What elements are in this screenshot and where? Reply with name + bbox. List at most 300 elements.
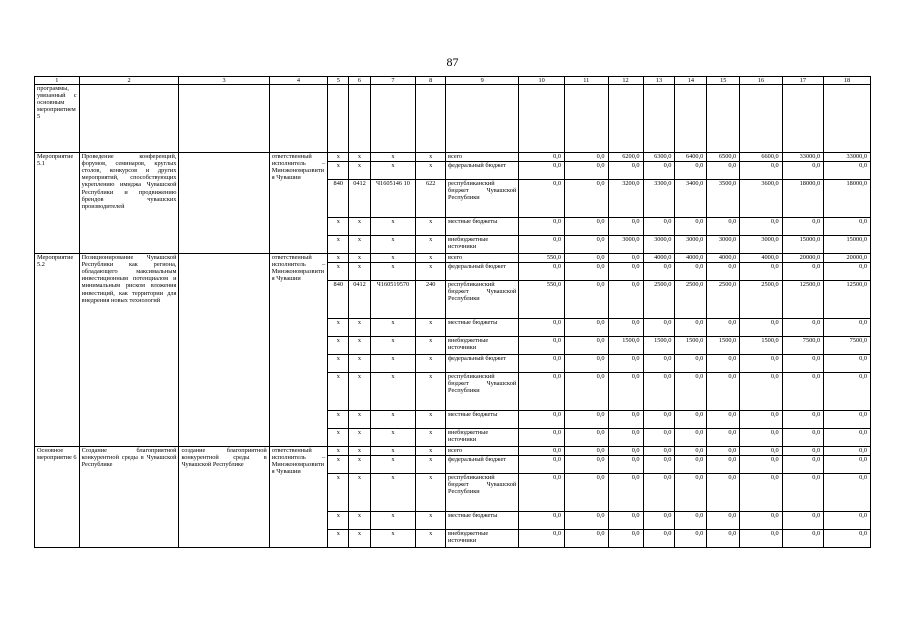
amount-cell: 1500,0: [643, 337, 675, 355]
amount-cell: 0,0: [782, 429, 823, 447]
amount-cell: 7500,0: [824, 337, 871, 355]
grbs-code: x: [328, 319, 349, 337]
column-number: 17: [782, 77, 823, 85]
amount-cell: 2500,0: [643, 281, 675, 319]
amount-cell: 0,0: [608, 319, 643, 337]
target-article-code: x: [370, 319, 416, 337]
amount-cell: 0,0: [782, 456, 823, 474]
column-number: 6: [349, 77, 370, 85]
expense-type-code: x: [416, 429, 446, 447]
expense-type-code: x: [416, 236, 446, 254]
amount-cell: 3200,0: [608, 180, 643, 218]
column-number: 14: [675, 77, 707, 85]
funding-source: всего: [446, 153, 519, 162]
activity-name: Основное мероприятие 6: [35, 447, 80, 548]
amount-cell: 0,0: [564, 319, 608, 337]
amount-cell: 0,0: [675, 355, 707, 373]
amount-cell: 0,0: [519, 319, 565, 337]
target-article-code: x: [370, 263, 416, 281]
amount-cell: 0,0: [675, 512, 707, 530]
amount-cell: 0,0: [564, 263, 608, 281]
amount-cell: 0,0: [608, 218, 643, 236]
amount-cell: 0,0: [519, 447, 565, 456]
amount-cell: 0,0: [707, 355, 740, 373]
amount-cell: 0,0: [564, 373, 608, 411]
page-number: 87: [446, 55, 459, 69]
column-number: 9: [446, 77, 519, 85]
amount-cell: 0,0: [564, 162, 608, 180]
grbs-code: x: [328, 512, 349, 530]
amount-cell: 2500,0: [675, 281, 707, 319]
goal-description: создание благоприятной конкурентной среды в Чувашской Республике: [179, 447, 269, 548]
section-code: 0412: [349, 180, 370, 218]
amount-cell: 0,0: [643, 411, 675, 429]
amount-cell: 0,0: [675, 474, 707, 512]
target-article-code: x: [370, 512, 416, 530]
amount-cell: 20000,0: [824, 254, 871, 263]
amount-cell: 0,0: [782, 512, 823, 530]
amount-cell: 33000,0: [824, 153, 871, 162]
amount-cell: 0,0: [643, 530, 675, 548]
grbs-code: x: [328, 530, 349, 548]
amount-cell: 0,0: [675, 373, 707, 411]
target-article-code: x: [370, 236, 416, 254]
amount-cell: 0,0: [824, 355, 871, 373]
amount-cell: 0,0: [707, 530, 740, 548]
target-article-code: x: [370, 254, 416, 263]
amount-cell: 0,0: [824, 474, 871, 512]
amount-cell: 0,0: [608, 281, 643, 319]
amount-cell: 0,0: [824, 373, 871, 411]
amount-cell: 20000,0: [782, 254, 823, 263]
amount-cell: 0,0: [740, 429, 782, 447]
amount-cell: 0,0: [740, 162, 782, 180]
amount-cell: 0,0: [782, 447, 823, 456]
amount-cell: 0,0: [740, 373, 782, 411]
amount-cell: 33000,0: [782, 153, 823, 162]
grbs-code: 840: [328, 180, 349, 218]
amount-cell: 0,0: [643, 474, 675, 512]
section-code: x: [349, 236, 370, 254]
continuation-name: программы, увязанный с основным мероприятием 5: [35, 85, 80, 153]
amount-cell: 0,0: [740, 530, 782, 548]
amount-cell: 0,0: [564, 236, 608, 254]
amount-cell: 0,0: [643, 355, 675, 373]
amount-cell: 0,0: [608, 263, 643, 281]
amount-cell: 0,0: [782, 373, 823, 411]
section-code: x: [349, 373, 370, 411]
funding-source: внебюджетные источники: [446, 530, 519, 548]
amount-cell: 0,0: [519, 162, 565, 180]
expense-type-code: 240: [416, 281, 446, 319]
funding-source: местные бюджеты: [446, 411, 519, 429]
section-code: x: [349, 162, 370, 180]
amount-cell: 0,0: [643, 263, 675, 281]
goal-description: [179, 254, 269, 447]
expense-type-code: x: [416, 319, 446, 337]
funding-source: федеральный бюджет: [446, 456, 519, 474]
amount-cell: 6600,0: [740, 153, 782, 162]
amount-cell: 0,0: [643, 218, 675, 236]
amount-cell: 0,0: [608, 474, 643, 512]
grbs-code: x: [328, 236, 349, 254]
amount-cell: 0,0: [782, 218, 823, 236]
amount-cell: 0,0: [675, 319, 707, 337]
amount-cell: 0,0: [824, 319, 871, 337]
amount-cell: 0,0: [707, 411, 740, 429]
expense-type-code: x: [416, 512, 446, 530]
activity-name: Мероприятие 5.1: [35, 153, 80, 254]
amount-cell: 0,0: [564, 355, 608, 373]
column-number: 16: [740, 77, 782, 85]
expense-type-code: x: [416, 373, 446, 411]
amount-cell: 0,0: [608, 411, 643, 429]
funding-source: республиканский бюджет Чувашской Республики: [446, 474, 519, 512]
amount-cell: 3300,0: [643, 180, 675, 218]
amount-cell: 0,0: [608, 530, 643, 548]
amount-cell: 0,0: [519, 530, 565, 548]
target-article-code: x: [370, 456, 416, 474]
responsible-executor: ответственный исполнитель – Минэкономразвития Чувашии: [269, 447, 327, 548]
amount-cell: 0,0: [707, 319, 740, 337]
target-article-code: x: [370, 530, 416, 548]
amount-cell: 0,0: [824, 263, 871, 281]
amount-cell: 0,0: [564, 474, 608, 512]
expense-type-code: x: [416, 411, 446, 429]
activity-description: Создание благоприятной конкурентной среды в Чувашской Республике: [79, 447, 179, 548]
amount-cell: 0,0: [519, 263, 565, 281]
target-article-code: x: [370, 474, 416, 512]
amount-cell: 0,0: [643, 162, 675, 180]
funding-source: республиканский бюджет Чувашской Республики: [446, 281, 519, 319]
section-code: x: [349, 447, 370, 456]
section-code: x: [349, 512, 370, 530]
amount-cell: 0,0: [564, 254, 608, 263]
amount-cell: 0,0: [519, 218, 565, 236]
funding-source: местные бюджеты: [446, 218, 519, 236]
expense-type-code: x: [416, 153, 446, 162]
amount-cell: 0,0: [824, 447, 871, 456]
amount-cell: 0,0: [608, 429, 643, 447]
target-article-code: x: [370, 153, 416, 162]
amount-cell: 0,0: [608, 373, 643, 411]
funding-source: всего: [446, 447, 519, 456]
target-article-code: x: [370, 355, 416, 373]
amount-cell: 0,0: [608, 456, 643, 474]
amount-cell: 3500,0: [707, 180, 740, 218]
amount-cell: 12500,0: [782, 281, 823, 319]
amount-cell: 0,0: [564, 218, 608, 236]
amount-cell: 0,0: [707, 218, 740, 236]
amount-cell: 7500,0: [782, 337, 823, 355]
amount-cell: 0,0: [707, 373, 740, 411]
amount-cell: 3000,0: [643, 236, 675, 254]
amount-cell: 1500,0: [707, 337, 740, 355]
activity-name: Мероприятие 5.2: [35, 254, 80, 447]
expense-type-code: x: [416, 474, 446, 512]
amount-cell: 0,0: [608, 254, 643, 263]
amount-cell: 0,0: [564, 281, 608, 319]
grbs-code: x: [328, 447, 349, 456]
amount-cell: 2500,0: [707, 281, 740, 319]
activity-description: Позиционирование Чувашской Республики как региона, обладающего максимальным инвестиционным потенциалом и минимальным риском вложения инвестиций, как территории для внедрения новых технологий: [79, 254, 179, 447]
grbs-code: x: [328, 355, 349, 373]
amount-cell: 0,0: [740, 512, 782, 530]
amount-cell: 550,0: [519, 281, 565, 319]
amount-cell: 0,0: [519, 373, 565, 411]
amount-cell: 0,0: [564, 530, 608, 548]
amount-cell: 0,0: [643, 447, 675, 456]
amount-cell: 0,0: [675, 429, 707, 447]
amount-cell: 0,0: [824, 456, 871, 474]
funding-source: внебюджетные источники: [446, 337, 519, 355]
amount-cell: 6400,0: [675, 153, 707, 162]
column-number: 13: [643, 77, 675, 85]
section-code: x: [349, 429, 370, 447]
amount-cell: 0,0: [608, 447, 643, 456]
table-row: [35, 254, 871, 263]
amount-cell: 4000,0: [740, 254, 782, 263]
section-code: x: [349, 411, 370, 429]
amount-cell: 0,0: [519, 429, 565, 447]
target-article-code: x: [370, 337, 416, 355]
funding-source: внебюджетные источники: [446, 429, 519, 447]
section-code: x: [349, 263, 370, 281]
table-body: [35, 77, 871, 548]
target-article-code: x: [370, 218, 416, 236]
continuation-row: [35, 85, 871, 153]
amount-cell: 3000,0: [707, 236, 740, 254]
column-number: 10: [519, 77, 565, 85]
amount-cell: 0,0: [740, 456, 782, 474]
amount-cell: 0,0: [675, 411, 707, 429]
amount-cell: 0,0: [824, 162, 871, 180]
amount-cell: 0,0: [782, 474, 823, 512]
amount-cell: 0,0: [707, 474, 740, 512]
funding-source: федеральный бюджет: [446, 263, 519, 281]
grbs-code: 840: [328, 281, 349, 319]
amount-cell: 0,0: [564, 512, 608, 530]
grbs-code: x: [328, 153, 349, 162]
expense-type-code: x: [416, 263, 446, 281]
amount-cell: 0,0: [519, 411, 565, 429]
target-article-code: x: [370, 447, 416, 456]
section-code: x: [349, 530, 370, 548]
grbs-code: x: [328, 429, 349, 447]
amount-cell: 3000,0: [608, 236, 643, 254]
funding-source: федеральный бюджет: [446, 162, 519, 180]
section-code: x: [349, 474, 370, 512]
grbs-code: x: [328, 263, 349, 281]
amount-cell: 0,0: [608, 355, 643, 373]
amount-cell: 0,0: [740, 218, 782, 236]
budget-table: [34, 76, 871, 548]
table-row: [35, 447, 871, 456]
amount-cell: 6300,0: [643, 153, 675, 162]
goal-description: [179, 153, 269, 254]
expense-type-code: x: [416, 162, 446, 180]
responsible-executor: ответственный исполнитель – Минэкономразвития Чувашии: [269, 254, 327, 447]
amount-cell: 3600,0: [740, 180, 782, 218]
section-code: x: [349, 456, 370, 474]
activity-description: Проведение конференций, форумов, семинаров, круглых столов, конкурсов и других мероприятий, способствующих укреплению имиджа Чувашской Республики и продвижению брендов чувашских производителей: [79, 153, 179, 254]
amount-cell: 0,0: [782, 162, 823, 180]
expense-type-code: x: [416, 218, 446, 236]
amount-cell: 4000,0: [643, 254, 675, 263]
amount-cell: 0,0: [740, 263, 782, 281]
amount-cell: 0,0: [519, 337, 565, 355]
amount-cell: 0,0: [519, 512, 565, 530]
amount-cell: 0,0: [519, 180, 565, 218]
funding-source: местные бюджеты: [446, 512, 519, 530]
amount-cell: 0,0: [824, 411, 871, 429]
grbs-code: x: [328, 373, 349, 411]
amount-cell: 0,0: [782, 355, 823, 373]
target-article-code: x: [370, 373, 416, 411]
amount-cell: 0,0: [740, 319, 782, 337]
grbs-code: x: [328, 456, 349, 474]
column-number: 3: [179, 77, 269, 85]
funding-source: всего: [446, 254, 519, 263]
amount-cell: 0,0: [824, 429, 871, 447]
amount-cell: 1500,0: [608, 337, 643, 355]
amount-cell: 0,0: [782, 530, 823, 548]
expense-type-code: x: [416, 355, 446, 373]
amount-cell: 0,0: [564, 337, 608, 355]
amount-cell: 0,0: [740, 474, 782, 512]
amount-cell: 12500,0: [824, 281, 871, 319]
grbs-code: x: [328, 162, 349, 180]
amount-cell: 0,0: [519, 355, 565, 373]
amount-cell: 0,0: [740, 447, 782, 456]
target-article-code: Ч160519570: [370, 281, 416, 319]
column-number: 5: [328, 77, 349, 85]
column-number: 8: [416, 77, 446, 85]
amount-cell: 0,0: [782, 411, 823, 429]
amount-cell: 0,0: [782, 263, 823, 281]
expense-type-code: x: [416, 456, 446, 474]
amount-cell: 2500,0: [740, 281, 782, 319]
amount-cell: 15000,0: [824, 236, 871, 254]
amount-cell: 0,0: [519, 474, 565, 512]
responsible-executor: ответственный исполнитель – Минэкономразвития Чувашии: [269, 153, 327, 254]
amount-cell: 0,0: [519, 456, 565, 474]
amount-cell: 0,0: [824, 512, 871, 530]
amount-cell: 0,0: [707, 512, 740, 530]
amount-cell: 0,0: [707, 456, 740, 474]
funding-source: внебюджетные источники: [446, 236, 519, 254]
table-row: [35, 153, 871, 162]
amount-cell: 1500,0: [740, 337, 782, 355]
grbs-code: x: [328, 337, 349, 355]
amount-cell: 0,0: [564, 429, 608, 447]
amount-cell: 0,0: [519, 236, 565, 254]
amount-cell: 0,0: [564, 456, 608, 474]
amount-cell: 0,0: [608, 162, 643, 180]
amount-cell: 0,0: [564, 447, 608, 456]
amount-cell: 18000,0: [824, 180, 871, 218]
expense-type-code: x: [416, 530, 446, 548]
column-number: 15: [707, 77, 740, 85]
amount-cell: 15000,0: [782, 236, 823, 254]
amount-cell: 3000,0: [740, 236, 782, 254]
column-number: 18: [824, 77, 871, 85]
section-code: x: [349, 319, 370, 337]
amount-cell: 0,0: [707, 447, 740, 456]
amount-cell: 0,0: [675, 447, 707, 456]
section-code: 0412: [349, 281, 370, 319]
amount-cell: 3400,0: [675, 180, 707, 218]
target-article-code: x: [370, 411, 416, 429]
target-article-code: x: [370, 162, 416, 180]
funding-source: местные бюджеты: [446, 319, 519, 337]
section-code: x: [349, 218, 370, 236]
amount-cell: 0,0: [707, 263, 740, 281]
grbs-code: x: [328, 218, 349, 236]
expense-type-code: x: [416, 447, 446, 456]
amount-cell: 0,0: [519, 153, 565, 162]
amount-cell: 0,0: [564, 411, 608, 429]
amount-cell: 0,0: [643, 512, 675, 530]
amount-cell: 4000,0: [707, 254, 740, 263]
amount-cell: 0,0: [675, 162, 707, 180]
column-number: 12: [608, 77, 643, 85]
amount-cell: 0,0: [740, 411, 782, 429]
amount-cell: 0,0: [675, 530, 707, 548]
section-code: x: [349, 153, 370, 162]
section-code: x: [349, 254, 370, 263]
expense-type-code: 622: [416, 180, 446, 218]
amount-cell: 0,0: [643, 456, 675, 474]
amount-cell: 550,0: [519, 254, 565, 263]
amount-cell: 0,0: [564, 153, 608, 162]
amount-cell: 0,0: [707, 162, 740, 180]
target-article-code: Ч1605146 10: [370, 180, 416, 218]
column-number: 2: [79, 77, 179, 85]
amount-cell: 4000,0: [675, 254, 707, 263]
amount-cell: 1500,0: [675, 337, 707, 355]
amount-cell: 0,0: [824, 218, 871, 236]
amount-cell: 0,0: [643, 373, 675, 411]
amount-cell: 6200,0: [608, 153, 643, 162]
amount-cell: 0,0: [824, 530, 871, 548]
column-number-row: [35, 77, 871, 85]
column-number: 4: [269, 77, 327, 85]
amount-cell: 0,0: [643, 319, 675, 337]
amount-cell: 0,0: [675, 456, 707, 474]
amount-cell: 3000,0: [675, 236, 707, 254]
column-number: 1: [35, 77, 80, 85]
amount-cell: 0,0: [643, 429, 675, 447]
expense-type-code: x: [416, 337, 446, 355]
expense-type-code: x: [416, 254, 446, 263]
amount-cell: 0,0: [740, 355, 782, 373]
section-code: x: [349, 355, 370, 373]
amount-cell: 0,0: [707, 429, 740, 447]
amount-cell: 0,0: [675, 218, 707, 236]
funding-source: республиканский бюджет Чувашской Республики: [446, 180, 519, 218]
funding-source: федеральный бюджет: [446, 355, 519, 373]
funding-source: республиканский бюджет Чувашской Республики: [446, 373, 519, 411]
target-article-code: x: [370, 429, 416, 447]
amount-cell: 6500,0: [707, 153, 740, 162]
column-number: 7: [370, 77, 416, 85]
amount-cell: 0,0: [675, 263, 707, 281]
grbs-code: x: [328, 474, 349, 512]
grbs-code: x: [328, 411, 349, 429]
section-code: x: [349, 337, 370, 355]
amount-cell: 0,0: [608, 512, 643, 530]
